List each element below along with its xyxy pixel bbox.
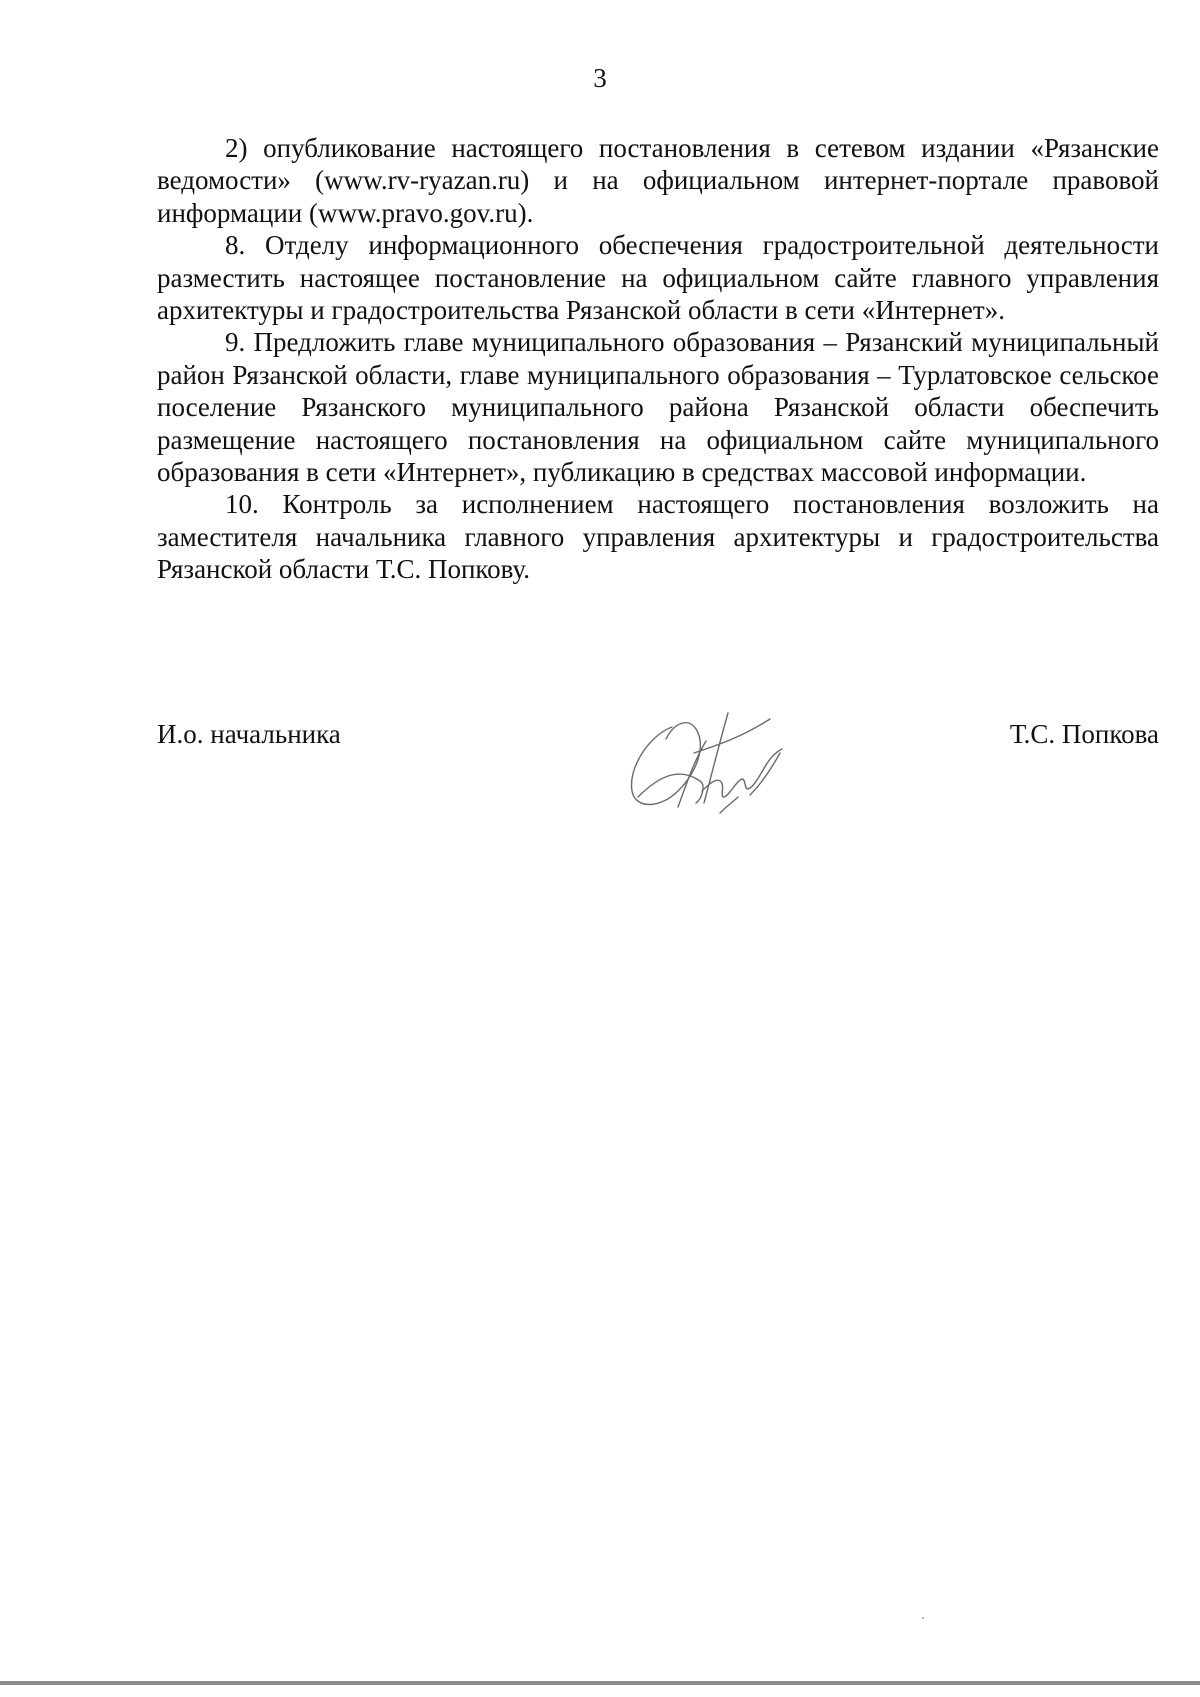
paragraph-item-10: 10. Контроль за исполнением настоящего постановления возложить на заместителя начальника главного управления архитектуры и градостроительства Рязанской области Т.С. Попкову. <box>157 489 1159 585</box>
signatory-name: Т.С. Попкова <box>1009 719 1159 749</box>
signatory-position: И.о. начальника <box>157 719 341 749</box>
paragraph-item-8: 8. Отделу информационного обеспечения градостроительной деятельности разместить настоящее постановление на официальном сайте главного управления архитектуры и градостроительства Рязанской области в сети «Интернет». <box>157 230 1159 326</box>
paragraph-publication: 2) опубликование настоящего постановления в сетевом издании «Рязанские ведомости» (www.rv-ryazan.ru) и на официальном интернет-портале правовой информации (www.pravo.gov.ru). <box>157 133 1159 228</box>
page-number: 3 <box>593 63 607 93</box>
scan-speck <box>922 1617 924 1619</box>
handwritten-signature <box>620 705 800 825</box>
page-bottom-edge-line <box>0 1681 1200 1685</box>
paragraph-item-9: 9. Предложить главе муниципального образования – Рязанский муниципальный район Рязанской области, главе муниципального образования – Турлатовское сельское поселение Рязанского муниципального района Рязанской области обеспечить размещение настоящего постановления на официальном сайте муниципального образования в сети «Интернет», публикацию в средствах массовой информации. <box>157 327 1159 488</box>
document-body <box>157 132 1159 586</box>
